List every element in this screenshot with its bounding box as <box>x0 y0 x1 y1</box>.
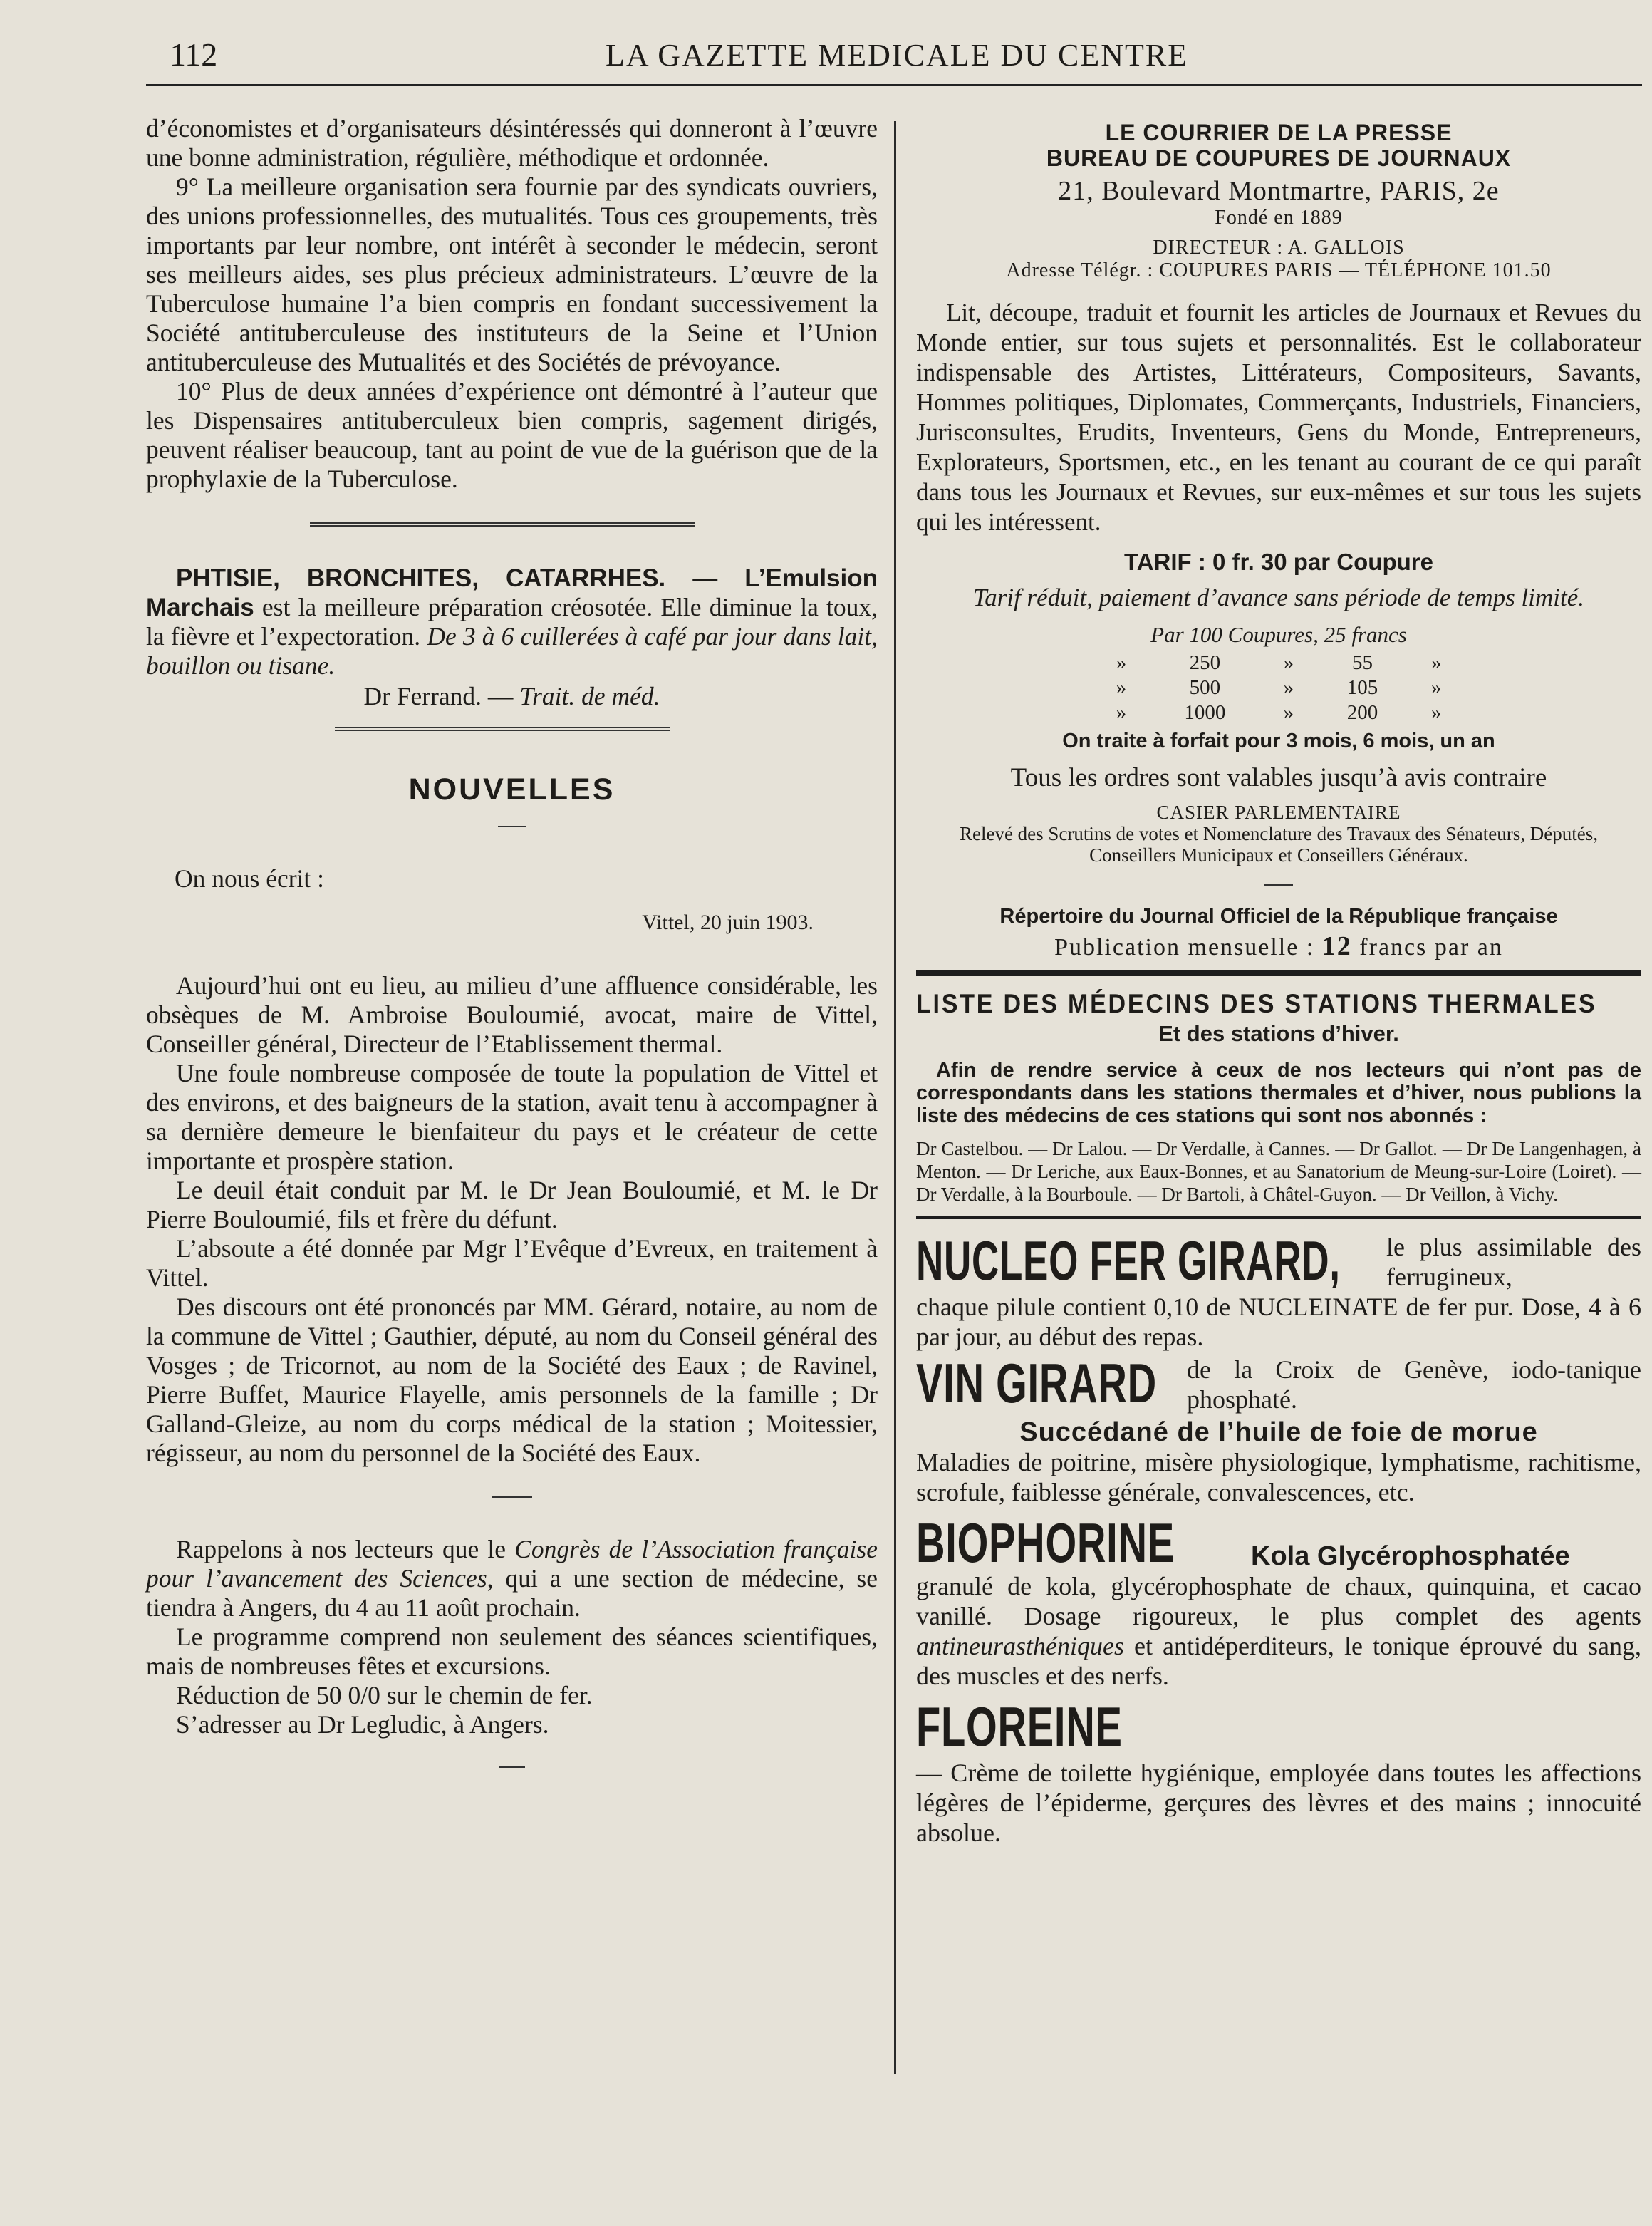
publication-line <box>916 931 1641 963</box>
article-point-9: 9° La meilleure organisation sera fournie par des syndicats ouvriers, des unions professionnelles, des mutualités. Tous ces groupements, très importants par leur nombre, ont intérêt à seconder le médecin, seront ses meilleurs aides, ses plus précieux administrateurs. L’œuvre de la Tuberculose humaine l’a bien compris en fondant successivement la Société antituberculeuse des instituteurs de la Seine et l’Union antituberculeuse des Mutualités et des Sociétés de prévoyance. <box>146 172 878 376</box>
column-divider <box>894 121 896 2074</box>
vin-girard-text: Maladies de poitrine, misère physiologique, lymphatisme, rachitisme, scrofule, faiblesse générale, convalescences, etc. <box>916 1448 1641 1506</box>
courrier-advertisement <box>916 120 1641 963</box>
report-paragraph: Des discours ont été prononcés par MM. Gérard, notaire, au nom de la commune de Vittel ; Gauthier, député, au nom du Conseil général des Vosges ; de Tricornot, au nom de la Société des Eaux ; de Ravinel, Pierre Buffet, Maurice Flayelle, amis personnels de la famille ; Dr Galland-Gleize, au nom du corps médical de la station ; Moitessier, régisseur, au nom du personnel de la Société des Eaux. <box>146 1293 878 1467</box>
courrier-telegraph: Adresse Télégr. : COUPURES PARIS — TÉLÉPHONE 101.50 <box>1006 259 1552 281</box>
floreine-brand: FLOREINE <box>916 1695 1123 1758</box>
liste-medecins <box>916 989 1641 1206</box>
report-paragraph: Le deuil était conduit par M. le Dr Jean Bouloumié, et M. le Dr Pierre Bouloumié, fils et frère du défunt. <box>146 1176 878 1233</box>
courrier-address: 21, Boulevard Montmartre, PARIS, 2e <box>1058 176 1500 206</box>
floreine-text: — Crème de toilette hygiénique, employée dans toutes les affections légères de l’épiderme, gerçures des lèvres et des mains ; innocuité absolue. <box>916 1759 1641 1847</box>
congres-name: Congrès de l’Association française pour l’avancement des Sciences <box>146 1535 878 1593</box>
phtisie-heading: PHTISIE, BRONCHITES, CATARRHES. — L’Emulsion Marchais <box>146 564 878 621</box>
floreine-text-start <box>1158 1698 1641 1758</box>
vin-girard-brand: VIN GIRARD <box>916 1352 1157 1414</box>
rates-row: » 250 » 55 » <box>1116 651 1442 674</box>
publication-price: 12 <box>1321 931 1352 961</box>
casier-text: Relevé des Scrutins de votes et Nomenclature des Travaux des Sénateurs, Députés, Conseillers Municipaux et Conseillers Généraux. <box>959 823 1599 866</box>
courrier-ordres: Tous les ordres sont valables jusqu’à avis contraire <box>1010 763 1547 792</box>
phtisie-body: est la meilleure préparation créosotée. Elle diminue la toux, la fièvre et l’expectoration. <box>146 593 878 651</box>
nouvelles-heading: NOUVELLES <box>408 772 615 807</box>
congres-lead: Rappelons à nos lecteurs que le <box>176 1535 515 1563</box>
biophorine-text: granulé de kola, glycérophosphate de chaux, quinquina, et cacao vanillé. Dosage rigoureux, le plus complet des agents <box>916 1572 1641 1630</box>
biophorine-text-end: et antidéperditeurs, le tonique éprouvé du sang, des muscles et des nerfs. <box>916 1632 1641 1690</box>
nucleo-tagline: le plus assimilable des ferrugineux, <box>1386 1233 1641 1291</box>
short-rule <box>492 1496 532 1498</box>
section-separator <box>146 727 878 731</box>
publication-unit: francs par an <box>1351 934 1503 961</box>
rates-header: Par 100 Coupures, 25 francs <box>1150 622 1407 647</box>
vin-girard-succedane: Succédané de l’huile de foie de morue <box>1019 1417 1538 1447</box>
congres-programme: Le programme comprend non seulement des séances scientifiques, mais de nombreuses fêtes et excursions. <box>146 1622 878 1680</box>
casier-title: CASIER PARLEMENTAIRE <box>1156 802 1401 823</box>
nucleo-advertisement <box>916 1229 1641 1352</box>
article-point-10: 10° Plus de deux années d’expérience ont démontré à l’auteur que les Dispensaires antituberculeux bien compris, sagement dirigés, peuvent réaliser beaucoup, tant au point de vue de la guérison que de la prophylaxie de la Tuberculose. <box>146 377 878 493</box>
short-rule <box>499 1766 525 1768</box>
publication-label: Publication mensuelle : <box>1054 934 1322 961</box>
short-rule <box>498 826 526 827</box>
biophorine-brand: BIOPHORINE <box>916 1511 1175 1574</box>
floreine-advertisement <box>916 1695 1641 1848</box>
article-continuation: d’économistes et d’organisateurs désintéressés qui donneront à l’œuvre une bonne administration, régulière, méthodique et ordonnée. <box>146 114 878 172</box>
thick-rule <box>916 1216 1641 1219</box>
repertoire: Répertoire du Journal Officiel de la République française <box>999 905 1558 928</box>
page-number: 112 <box>170 36 218 73</box>
courrier-description: Lit, découpe, traduit et fournit les articles de Journaux et Revues du Monde entier, sur tous sujets et personnalités. Est le collaborateur indispensable des Artistes, Littérateurs, Compositeurs, Savants, Hommes politiques, Diplomates, Commerçants, Industriels, Financiers, Jurisconsultes, Erudits, Inventeurs, Gens du Monde, Entrepreneurs, Explorateurs, Sportsmen, etc., en les tenant au courant de ce qui paraît dans tous les Journaux et Revues, sur eux-mêmes et sur tous les sujets qui les intéressent. <box>916 299 1641 536</box>
dateline: Vittel, 20 juin 1903. <box>642 911 814 934</box>
right-column <box>916 120 1641 1848</box>
courrier-tarif-reduit: Tarif réduit, paiement d’avance sans période de temps limité. <box>972 584 1585 611</box>
rates-row: » 500 » 105 » <box>1116 676 1442 699</box>
report-paragraph: Aujourd’hui ont eu lieu, au milieu d’une affluence considérable, les obsèques de M. Ambroise Bouloumié, avocat, maire de Vittel, Conseiller général, Directeur de l’Etablissement thermal. <box>146 971 878 1058</box>
biophorine-emphasis: antineurasthéniques <box>916 1632 1124 1660</box>
vittel-report <box>146 971 878 1468</box>
courrier-director: DIRECTEUR : A. GALLOIS <box>1153 237 1405 259</box>
section-separator <box>146 522 878 527</box>
courrier-tarif: TARIF : 0 fr. 30 par Coupure <box>1124 549 1433 575</box>
left-column <box>146 114 878 1768</box>
liste-names: Dr Castelbou. — Dr Lalou. — Dr Verdalle, à Cannes. — Dr Gallot. — Dr De Langenhagen, à Menton. — Dr Leriche, aux Eaux-Bonnes, et au Sanatorium de Meung-sur-Loire (Loiret). — Dr Verdalle, à la Bourboule. — Dr Bartoli, à Châtel-Guyon. — Dr Veillon, à Vichy. <box>916 1138 1641 1205</box>
vin-girard-advertisement <box>916 1352 1641 1507</box>
phtisie-signature: Dr Ferrand. — <box>363 682 520 710</box>
liste-title: LISTE DES MÉDECINS DES STATIONS THERMALES <box>916 989 1597 1018</box>
liste-intro: Afin de rendre service à ceux de nos lecteurs qui n’ont pas de correspondants dans les stations thermales et d’hiver, nous publions la liste des médecins de ces stations qui sont nos abonnés : <box>916 1059 1641 1127</box>
running-title: LA GAZETTE MEDICALE DU CENTRE <box>606 38 1189 73</box>
vin-girard-tagline: de la Croix de Genève, iodo-tanique phosphaté. <box>1187 1355 1641 1414</box>
header-rule <box>146 84 1642 86</box>
phtisie-dosage: De 3 à 6 cuillerées à café par jour dans lait, bouillon ou tisane. <box>146 622 878 680</box>
biophorine-kola: Kola Glycérophosphatée <box>1251 1541 1570 1571</box>
nucleo-text: chaque pilule contient 0,10 de NUCLEINATE de fer pur. Dose, 4 à 6 par jour, au début des repas. <box>916 1293 1641 1351</box>
congres-reduction: Réduction de 50 0/0 sur le chemin de fer. <box>176 1681 593 1709</box>
phtisie-advertisement <box>146 564 878 711</box>
thick-rule <box>916 970 1641 976</box>
courrier-forfait: On traite à forfait pour 3 mois, 6 mois, un an <box>1062 730 1495 752</box>
congres-notice <box>146 1535 878 1739</box>
nucleo-brand: NUCLEO FER GIRARD, <box>916 1229 1341 1292</box>
nouvelles-lead: On nous écrit : <box>175 864 325 893</box>
liste-subtitle: Et des stations d’hiver. <box>1158 1021 1399 1046</box>
courrier-founded: Fondé en 1889 <box>1215 207 1343 229</box>
report-paragraph: L’absoute a été donnée par Mgr l’Evêque d’Evreux, en traitement à Vittel. <box>146 1234 878 1292</box>
courrier-title: LE COURRIER DE LA PRESSE <box>1105 120 1453 145</box>
courrier-subtitle: BUREAU DE COUPURES DE JOURNAUX <box>1046 145 1512 171</box>
biophorine-advertisement <box>916 1511 1641 1691</box>
short-rule <box>1264 884 1293 886</box>
congres-tail: , qui a une section de médecine, se tiendra à Angers, du 4 au 11 août prochain. <box>146 1564 878 1622</box>
rates-row: » 1000 » 200 » <box>1116 701 1442 724</box>
report-paragraph: Une foule nombreuse composée de toute la population de Vittel et des environs, et des baigneurs de la station, avait tenu à accompagner à sa dernière demeure le bienfaiteur du pays et le créateur de cette importante et prospère station. <box>146 1059 878 1175</box>
congres-contact: S’adresser au Dr Legludic, à Angers. <box>176 1710 549 1739</box>
rates-table <box>1093 650 1464 726</box>
phtisie-source: Trait. de méd. <box>519 682 660 710</box>
